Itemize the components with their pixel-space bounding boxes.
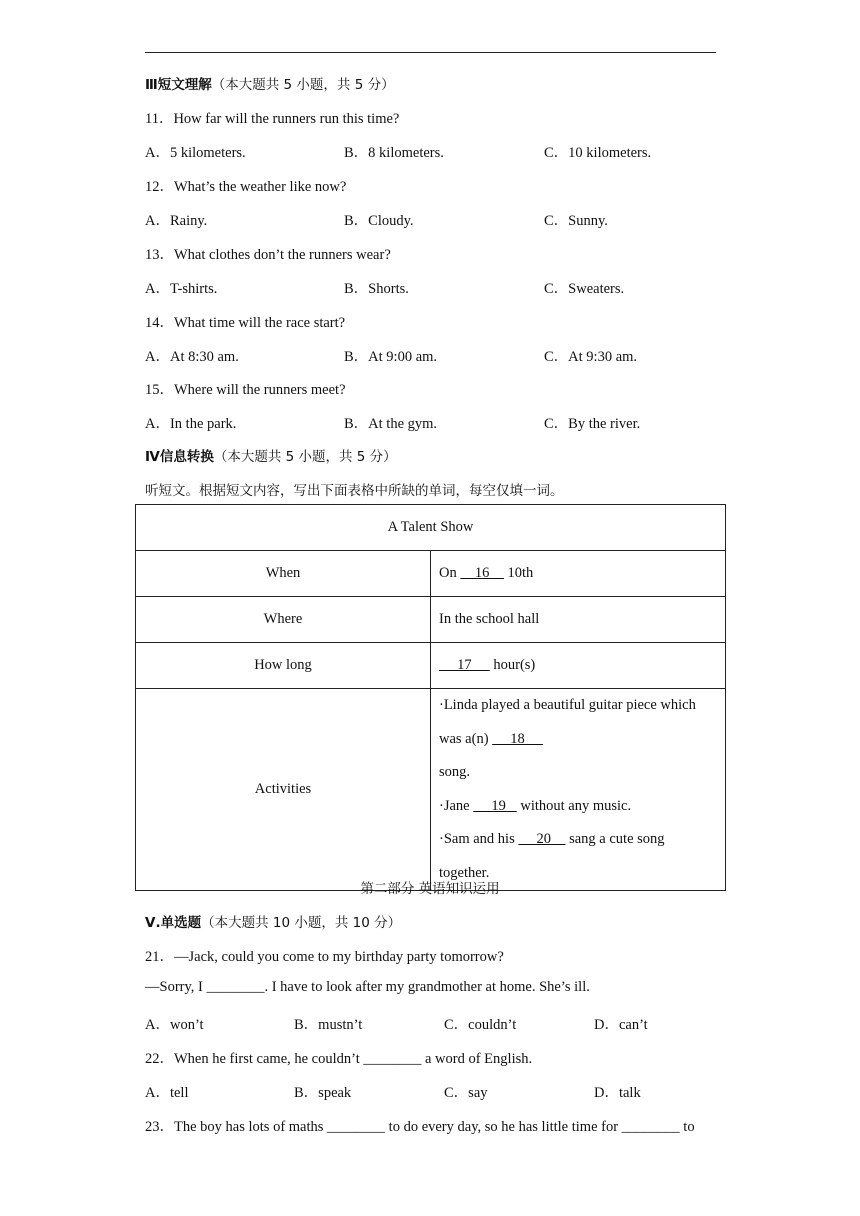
how-long-value: 17 hour(s) — [431, 643, 726, 689]
section-5-title: Ⅴ.单选题 — [145, 915, 202, 931]
option-a[interactable]: A．At 8:30 am. — [145, 349, 239, 365]
header-rule — [145, 52, 716, 53]
option-c[interactable]: C．At 9:30 am. — [544, 349, 638, 365]
blank-18[interactable]: 18 — [492, 730, 543, 747]
option-a[interactable]: A．tell — [145, 1085, 189, 1101]
section-5-note: （本大题共 10 小题，共 10 分） — [201, 915, 402, 931]
option-b[interactable]: B．Shorts. — [344, 281, 409, 297]
option-a[interactable]: A．5 kilometers. — [145, 145, 246, 161]
question-23: 23．The boy has lots of maths ________ to do every day, so he has little time for ________ to — [145, 1119, 695, 1135]
activities-label: Activities — [136, 689, 431, 891]
question-15: 15．Where will the runners meet? — [145, 382, 346, 398]
table-row — [136, 597, 726, 643]
talent-show-table — [135, 504, 726, 891]
blank-19[interactable]: 19 — [473, 797, 517, 814]
option-c[interactable]: C．couldn’t — [444, 1017, 517, 1033]
option-b[interactable]: B．At the gym. — [344, 416, 438, 432]
question-21-response: —Sorry, I ________. I have to look after my grandmother at home. She’s ill. — [145, 979, 590, 995]
section-3-title: Ⅲ短文理解 — [145, 77, 212, 93]
option-a[interactable]: A．Rainy. — [145, 213, 208, 229]
section-4-note: （本大题共 5 小题，共 5 分） — [213, 449, 397, 465]
option-c[interactable]: C．say — [444, 1085, 488, 1101]
option-c[interactable]: C．By the river. — [544, 416, 641, 432]
table-row — [136, 689, 726, 891]
question-21: 21．—Jack, could you come to my birthday party tomorrow? — [145, 949, 504, 965]
part-2-title: 第二部分 英语知识运用 — [360, 881, 500, 897]
section-4-heading — [145, 445, 397, 465]
option-a[interactable]: A．In the park. — [145, 416, 237, 432]
question-11: 11．How far will the runners run this time? — [145, 111, 400, 127]
option-b[interactable]: B．At 9:00 am. — [344, 349, 438, 365]
section-3-heading — [145, 73, 395, 93]
table-row — [136, 505, 726, 551]
section-4-instruction: 听短文。根据短文内容，写出下面表格中所缺的单词，每空仅填一词。 — [145, 483, 564, 499]
blank-17[interactable]: 17 — [439, 657, 490, 673]
question-22: 22．When he first came, he couldn’t ________ a word of English. — [145, 1051, 533, 1067]
where-label: Where — [136, 597, 431, 643]
when-value: On 16 10th — [431, 551, 726, 597]
section-3-note: （本大题共 5 小题，共 5 分） — [211, 77, 395, 93]
table-title: A Talent Show — [136, 505, 726, 551]
option-b[interactable]: B．mustn’t — [294, 1017, 363, 1033]
question-14: 14．What time will the race start? — [145, 315, 346, 331]
option-c[interactable]: C．10 kilometers. — [544, 145, 652, 161]
option-d[interactable]: D．can’t — [594, 1017, 648, 1033]
how-long-label: How long — [136, 643, 431, 689]
where-value: In the school hall — [431, 597, 726, 643]
option-c[interactable]: C．Sunny. — [544, 213, 608, 229]
option-a[interactable]: A．won’t — [145, 1017, 204, 1033]
blank-20[interactable]: 20 — [518, 831, 566, 847]
option-a[interactable]: A．T-shirts. — [145, 281, 218, 297]
option-d[interactable]: D．talk — [594, 1085, 641, 1101]
option-b[interactable]: B．Cloudy. — [344, 213, 414, 229]
section-5-heading — [145, 911, 401, 931]
option-c[interactable]: C．Sweaters. — [544, 281, 625, 297]
table-row — [136, 551, 726, 597]
blank-16[interactable]: 16 — [460, 565, 504, 581]
activities-value: ·Linda played a beautiful guitar piece which was a(n) 18 song. ·Jane 19 without any music. ·Sam and his 20 sang a cute song together. — [431, 689, 726, 891]
when-label: When — [136, 551, 431, 597]
question-12: 12．What’s the weather like now? — [145, 179, 347, 195]
section-4-title: Ⅳ信息转换 — [145, 449, 214, 465]
table-row — [136, 643, 726, 689]
question-13: 13．What clothes don’t the runners wear? — [145, 247, 391, 263]
option-b[interactable]: B．speak — [294, 1085, 352, 1101]
option-b[interactable]: B．8 kilometers. — [344, 145, 444, 161]
